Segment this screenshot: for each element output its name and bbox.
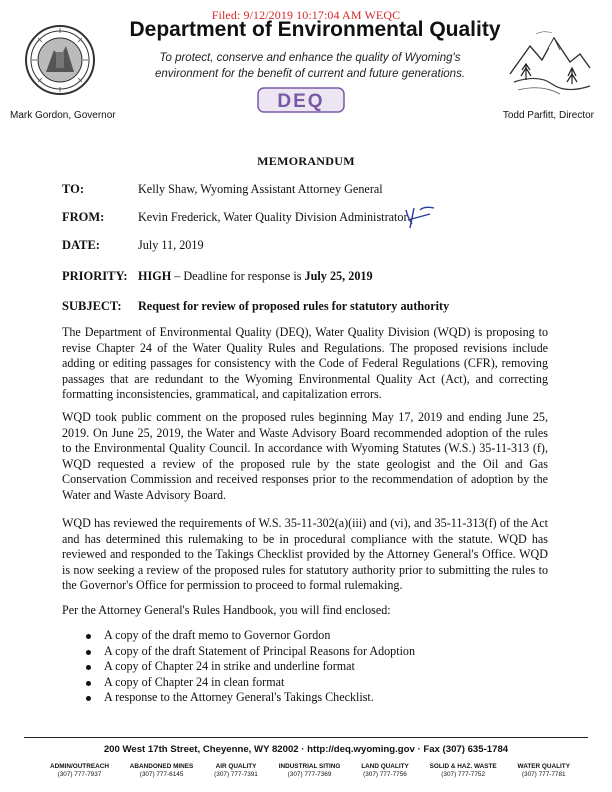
bullet-icon [86, 681, 91, 686]
director-name: Todd Parfitt, Director [502, 110, 594, 121]
deq-logo-text: DEQ [277, 91, 325, 112]
division-phone: (307) 777-6145 [139, 771, 184, 778]
priority-text: – Deadline for response is [171, 269, 305, 283]
priority-label: PRIORITY: [62, 269, 128, 283]
paragraph-3: WQD has reviewed the requirements of W.S. 35-11-302(a)(iii) and (vi), and 35-11-313(f) of the Act and has determined this rulemaking to be in procedural compliance with the statute. WQD has reviewed and responded to the Takings Checklist provided by the Attorney General's Office. WQD is now seeking a review of the proposed rules for statutory authority prior to submitting the rules to the Governor's Office for permission to proceed to formal rulemaking. [62, 516, 548, 593]
division-name: ABANDONED MINES [129, 763, 194, 770]
initials-signature [400, 204, 440, 230]
bullet-icon [86, 665, 91, 670]
footer-divider [24, 737, 588, 738]
list-item-text: A response to the Attorney General's Takings Checklist. [104, 690, 374, 705]
date-value: July 11, 2019 [138, 238, 204, 252]
list-item [80, 675, 540, 691]
division-directory [50, 763, 570, 779]
division-admin [50, 763, 109, 779]
division-solid-haz-waste [430, 763, 497, 779]
division-water-quality [518, 763, 570, 779]
priority-high: HIGH [138, 269, 172, 283]
division-name: INDUSTRIAL SITING [278, 763, 341, 770]
deq-logo [256, 86, 346, 114]
mission-line-2: environment for the benefit of current and future generations. [154, 68, 466, 80]
mountain-landscape-icon [508, 24, 592, 102]
to-value: Kelly Shaw, Wyoming Assistant Attorney General [138, 182, 383, 196]
list-item-text: A copy of Chapter 24 in strike and underline format [104, 659, 355, 674]
division-phone: (307) 777-7369 [287, 771, 332, 778]
division-land-quality [361, 763, 409, 779]
list-item-text: A copy of the draft Statement of Principal Reasons for Adoption [104, 643, 416, 658]
paragraph-2: WQD took public comment on the proposed rules beginning May 17, 2019 and ending June 25, 2019. On June 25, 2019, the Water and Waste Advisory Board recommended adoption of the rules to the Environmental Quality Council. In accordance with Wyoming Statutes (W.S.) 35-11-313 (f), WQD requested a review of the proposed rule by the state geologist and the Oil and Gas Conservation Commission and received responses prior to the recommendation of adoption by the Water and Waste Advisory Board. [62, 410, 548, 502]
footer-address: 200 West 17th Street, Cheyenne, WY 82002 · http://deq.wyoming.gov · Fax (307) 635-1784 [103, 744, 509, 755]
subject-label: SUBJECT: [62, 299, 122, 313]
mission-line-1: To protect, conserve and enhance the quality of Wyoming's [159, 52, 461, 64]
division-air-quality [214, 763, 258, 779]
division-name: SOLID & HAZ. WASTE [429, 763, 497, 770]
list-item [80, 690, 540, 706]
paragraph-1: The Department of Environmental Quality (DEQ), Water Quality Division (WQD) is proposing to revise Chapter 24 of the Water Quality Rules and Regulations. The proposed revisions include adding or editing passages for consistency with the Code of Federal Regulations (CFR), removing passages that are redundant to the Wyoming Environmental Quality Act (Act), and correcting formatting inconsistencies, grammatical, and capitalization errors. [62, 325, 548, 402]
division-phone: (307) 777-7752 [441, 771, 485, 778]
division-phone: (307) 777-7756 [363, 771, 407, 778]
list-item [80, 628, 540, 644]
list-item-text: A copy of the draft memo to Governor Gordon [104, 628, 331, 642]
priority-value [138, 269, 373, 284]
bullet-icon [86, 650, 91, 655]
paragraph-4: Per the Attorney General's Rules Handbook, you will find enclosed: [62, 603, 391, 617]
bullet-icon [86, 696, 91, 701]
bullet-icon [86, 634, 91, 639]
division-name: AIR QUALITY [215, 763, 257, 770]
mission-statement [120, 50, 500, 82]
division-name: WATER QUALITY [517, 763, 570, 770]
memo-title: MEMORANDUM [257, 154, 355, 168]
enclosure-list [80, 628, 540, 706]
division-name: LAND QUALITY [361, 763, 409, 770]
to-label: TO: [62, 182, 84, 196]
department-title: Department of Environmental Quality [129, 18, 501, 41]
subject-value: Request for review of proposed rules for statutory authority [138, 299, 450, 313]
division-phone: (307) 777-7937 [57, 771, 102, 778]
list-item [80, 644, 540, 660]
division-phone: (307) 777-7391 [214, 771, 258, 778]
date-label: DATE: [62, 238, 100, 252]
division-industrial-siting [279, 763, 341, 779]
division-abandoned-mines [130, 763, 194, 779]
governor-name: Mark Gordon, Governor [10, 110, 116, 121]
priority-deadline: July 25, 2019 [304, 269, 373, 283]
from-value: Kevin Frederick, Water Quality Division Administrator [138, 210, 408, 224]
division-name: ADMIN/OUTREACH [50, 763, 109, 770]
from-label: FROM: [62, 210, 105, 224]
list-item [80, 659, 540, 675]
division-phone: (307) 777-7781 [521, 771, 566, 778]
state-seal-icon [24, 22, 96, 102]
list-item-text: A copy of Chapter 24 in clean format [104, 674, 285, 689]
filed-stamp: Filed: 9/12/2019 10:17:04 AM WEQC [211, 8, 401, 22]
